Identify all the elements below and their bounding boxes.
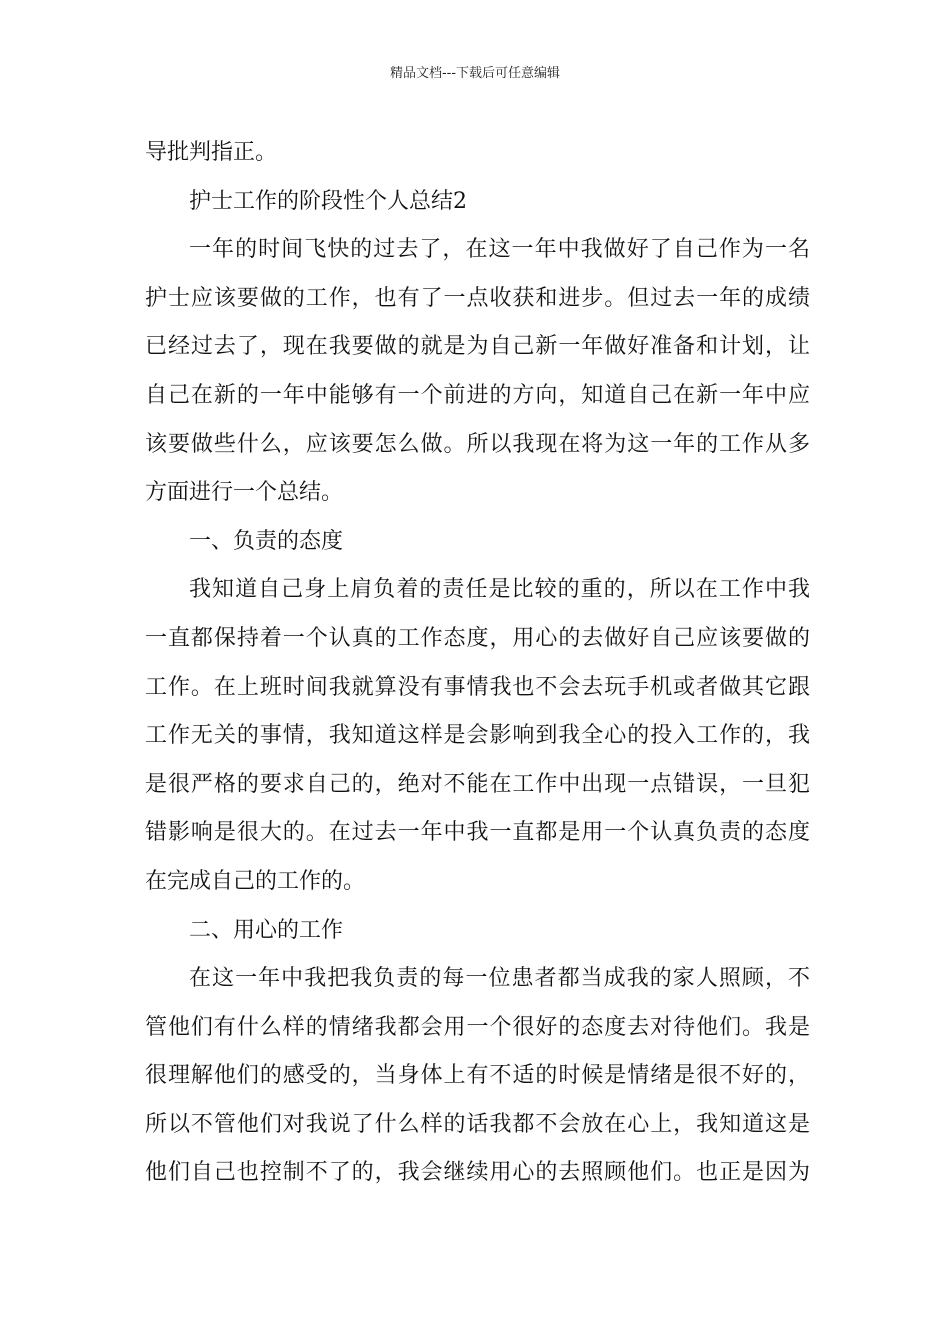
paragraph-line: 他们自己也控制不了的，我会继续用心的去照顾他们。也正是因为 [145,1160,810,1186]
paragraph-line: 我知道自己身上肩负着的责任是比较的重的，所以在工作中我 [189,577,810,603]
document-body [145,129,810,1198]
section-heading: 一、负责的态度 [189,528,344,554]
paragraph-line: 在这一年中我把我负责的每一位患者都当成我的家人照顾，不 [189,966,810,992]
section-title: 护士工作的阶段性个人总结2 [189,188,467,214]
paragraph-line: 护士应该要做的工作，也有了一点收获和进步。但过去一年的成绩 [145,285,810,311]
paragraph-line: 管他们有什么样的情绪我都会用一个很好的态度去对待他们。我是 [145,1014,810,1040]
page-header: 精品文档---下载后可任意编辑 [389,66,561,81]
paragraph-line: 已经过去了，现在我要做的就是为自己新一年做好准备和计划，让 [145,334,810,360]
paragraph-line: 该要做些什么，应该要怎么做。所以我现在将为这一年的工作从多 [145,431,810,457]
section-heading: 二、用心的工作 [189,917,344,943]
paragraph-line: 一年的时间飞快的过去了，在这一年中我做好了自己作为一名 [189,237,810,263]
paragraph-line: 错影响是很大的。在过去一年中我一直都是用一个认真负责的态度 [145,820,810,846]
paragraph-line: 很理解他们的感受的，当身体上有不适的时候是情绪是很不好的， [145,1063,810,1089]
paragraph-line: 自己在新的一年中能够有一个前进的方向，知道自己在新一年中应 [145,382,810,408]
paragraph-line: 所以不管他们对我说了什么样的话我都不会放在心上，我知道这是 [145,1111,810,1137]
paragraph-line: 工作无关的事情，我知道这样是会影响到我全心的投入工作的，我 [145,723,810,749]
paragraph-line: 方面进行一个总结。 [145,480,344,506]
paragraph-line: 是很严格的要求自己的，绝对不能在工作中出现一点错误，一旦犯 [145,771,810,797]
paragraph-line: 一直都保持着一个认真的工作态度，用心的去做好自己应该要做的 [145,625,810,651]
paragraph-line: 导批判指正。 [145,140,278,165]
paragraph-line: 工作。在上班时间我就算没有事情我也不会去玩手机或者做其它跟 [145,674,810,700]
paragraph-line: 在完成自己的工作的。 [145,868,366,894]
